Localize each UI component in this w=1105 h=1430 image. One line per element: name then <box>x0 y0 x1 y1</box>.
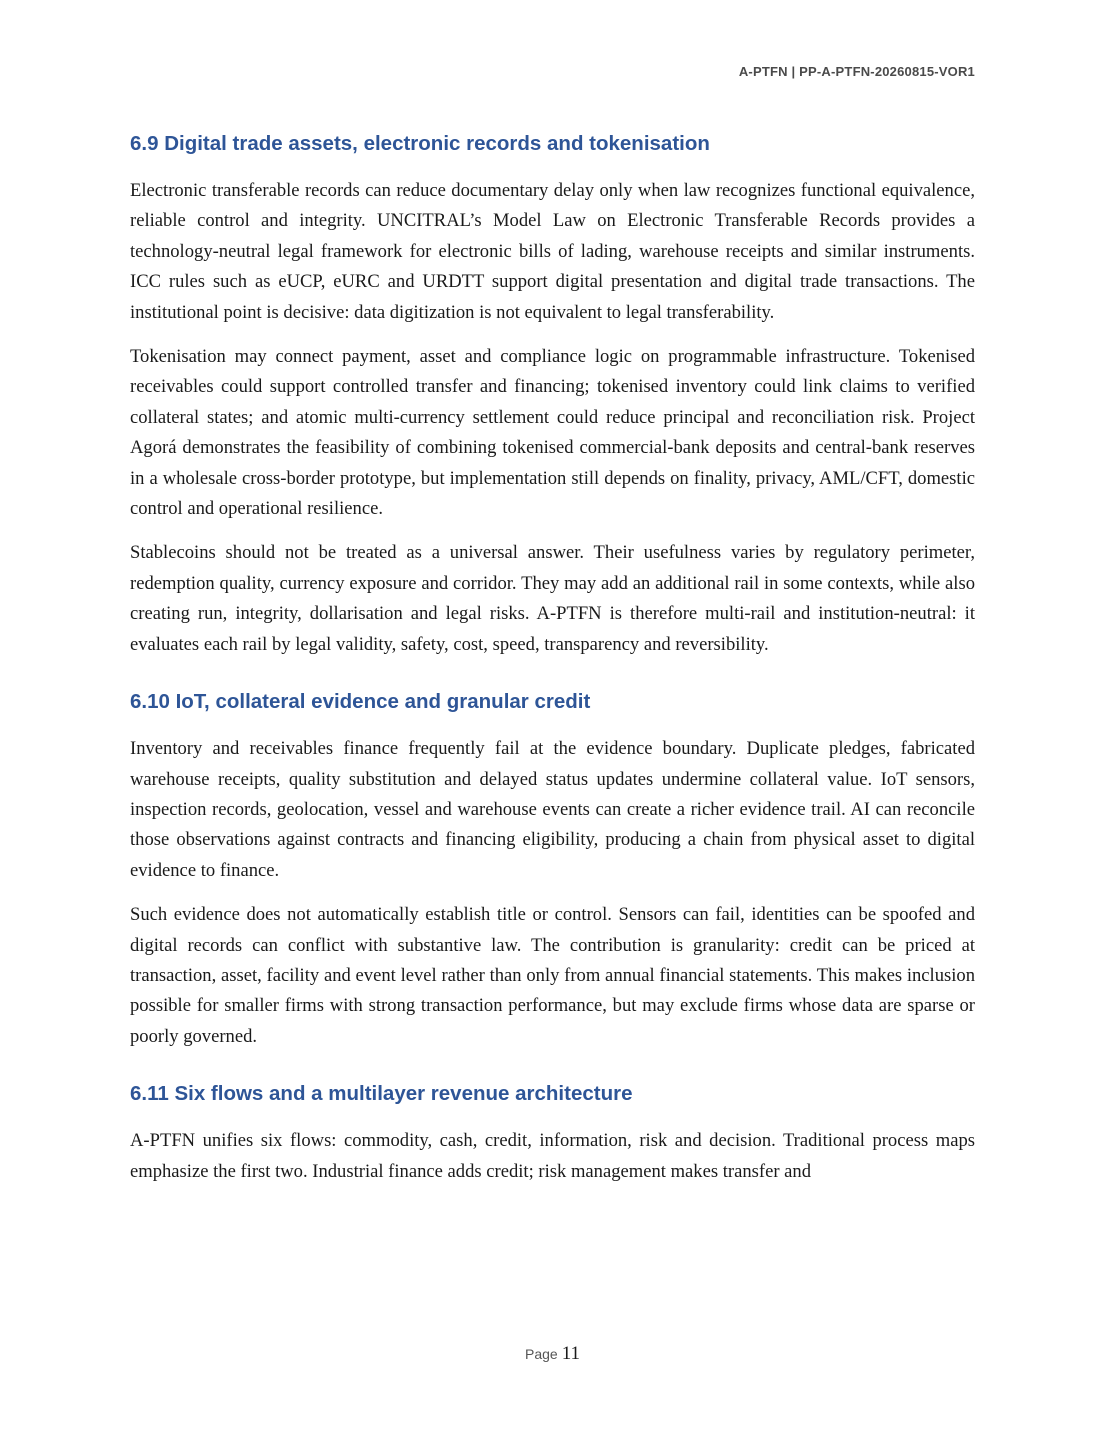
paragraph: Inventory and receivables finance frequently fail at the evidence boundary. Duplicate pledges, fabricated warehouse receipts, quality substitution and delayed status updates undermine collateral value. IoT sensors, inspection records, geolocation, vessel and warehouse events can create a richer evidence trail. AI can reconcile those observations against contracts and financing eligibility, producing a chain from physical asset to digital evidence to finance. <box>130 738 975 881</box>
section-heading-6-11: 6.11 Six flows and a multilayer revenue architecture <box>130 1082 633 1106</box>
document-reference: A-PTFN | PP-A-PTFN-20260815-VOR1 <box>738 64 975 79</box>
paragraph: Tokenisation may connect payment, asset and compliance logic on programmable infrastructure. Tokenised receivables could support controlled transfer and financing; tokenised inventory could link claims to verified collateral states; and atomic multi-currency settlement could reduce principal and reconciliation risk. Project Agorá demonstrates the feasibility of combining tokenised commercial-bank deposits and central-bank reserves in a wholesale cross-border prototype, but implementation still depends on finality, privacy, AML/CFT, domestic control and operational resilience. <box>130 346 975 520</box>
section-heading-6-10: 6.10 IoT, collateral evidence and granular credit <box>130 690 591 714</box>
paragraph: Such evidence does not automatically establish title or control. Sensors can fail, identities can be spoofed and digital records can conflict with substantive law. The contribution is granularity: credit can be priced at transaction, asset, facility and event level rather than only from annual financial statements. This makes inclusion possible for smaller firms with strong transaction performance, but may exclude firms whose data are sparse or poorly governed. <box>130 904 975 1047</box>
page-footer <box>0 1343 1105 1365</box>
section-heading-6-9: 6.9 Digital trade assets, electronic records and tokenisation <box>130 132 710 155</box>
paragraph: Stablecoins should not be treated as a universal answer. Their usefulness varies by regulatory perimeter, redemption quality, currency exposure and corridor. They may add an additional rail in some contexts, while also creating run, integrity, dollarisation and legal risks. A-PTFN is therefore multi-rail and institution-neutral: it evaluates each rail by legal validity, safety, cost, speed, transparency and reversibility. <box>130 542 975 655</box>
paragraph: A-PTFN unifies six flows: commodity, cash, credit, information, risk and decision. Traditional process maps emphasize the first two. Industrial finance adds credit; risk management makes transfer and <box>130 1130 975 1182</box>
paragraph: Electronic transferable records can reduce documentary delay only when law recognizes functional equivalence, reliable control and integrity. UNCITRAL’s Model Law on Electronic Transferable Records provides a technology-neutral legal framework for electronic bills of lading, warehouse receipts and similar instruments. ICC rules such as eUCP, eURC and URDTT support digital presentation and digital trade transactions. The institutional point is decisive: data digitization is not equivalent to legal transferability. <box>130 180 975 323</box>
page-number: 11 <box>561 1343 580 1364</box>
page-label: Page <box>525 1346 558 1362</box>
page-body <box>130 128 975 1201</box>
